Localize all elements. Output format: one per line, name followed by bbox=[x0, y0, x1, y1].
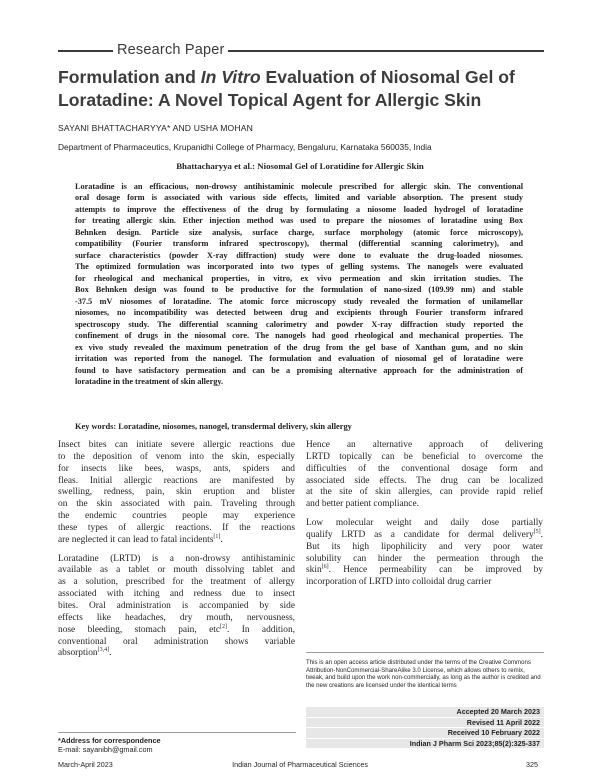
citation-ref: [5] bbox=[533, 528, 541, 535]
keywords: Key words: Loratadine, niosomes, nanogel, transdermal delivery, skin allergy bbox=[75, 422, 352, 431]
citation-ref: [1] bbox=[213, 533, 221, 540]
abstract-line: confinement of drugs in the niosomal core. The nanogels had good rheological and mechanical properties. The bbox=[75, 331, 523, 341]
running-title: Bhattacharyya et al.: Niosomal Gel of Loratidine for Allergic Skin bbox=[176, 161, 424, 171]
header-rule-right bbox=[228, 50, 544, 52]
abstract-line: The optimized formulation was incorporated into two types of gelling systems. The nanogels were evaluated bbox=[75, 262, 523, 272]
footer-journal: Indian Journal of Pharmaceutical Sciences bbox=[232, 760, 368, 769]
abstract-line: loratadine in the treatment of skin allergy. bbox=[75, 376, 224, 386]
footer-issue: March-April 2023 bbox=[58, 760, 113, 769]
abstract-line: ex vivo study revealed the maximum penetration of the drug from the gel base of Xanthan gum, and no skin bbox=[75, 342, 523, 352]
abstract-line: compatibility (Fourier transform infrared spectroscopy), thermal (differential scanning calorimetry), and bbox=[75, 239, 523, 249]
citation-ref: [6] bbox=[321, 564, 329, 571]
header-rule-left bbox=[58, 50, 113, 52]
abstract-line: niosomes, no incompatibility was detected between drug and excipients through Fourier transform infrared bbox=[75, 308, 523, 318]
title-italic: In Vitro bbox=[200, 67, 261, 87]
dates-box bbox=[306, 707, 544, 749]
abstract bbox=[75, 181, 523, 387]
article-title: Formulation and In Vitro Evaluation of Niosomal Gel of Loratadine: A Novel Topical Agent for Allergic Skin bbox=[58, 67, 515, 110]
citation: Indian J Pharm Sci 2023;85(2):325-337 bbox=[306, 739, 544, 750]
abstract-line: irritation was reported from the nanogel. The formulation and evaluation of niosomal gel of loratadine were bbox=[75, 354, 523, 364]
accepted-date: Accepted 20 March 2023 bbox=[306, 707, 544, 718]
affiliation: Department of Pharmaceutics, Krupanidhi College of Pharmacy, Bengaluru, Karnataka 560035, India bbox=[58, 142, 432, 152]
abstract-line: oral dosage form is associated with various side effects, limited and variable absorption. The present study bbox=[75, 193, 523, 203]
paragraph: Loratadine (LRTD) is a non-drowsy antihistaminic available as a tablet or mouth dissolving tablet and as a solution, prescribed for the treatment of allergy associated with itching and redness due to insect bites. Oral administration is accompanied by side effects like headaches, dry mouth, nervousness, nose bleeding, stomach pain, etc[2]. In addition, conventional oral administration shows variable absorption[3,4]. bbox=[58, 553, 295, 659]
page-number: 325 bbox=[526, 760, 538, 769]
abstract-line: found to have satisfactory permeation and can be a promising alternative approach for the administration of bbox=[75, 365, 523, 375]
abstract-line: Box Behnken design was found to be productive for the formulation of nano-sized (109.99 nm) and stable bbox=[75, 285, 523, 295]
correspondence-label: *Address for correspondence bbox=[58, 736, 161, 745]
body-column-right bbox=[306, 440, 543, 596]
license-notice: This is an open access article distributed under the terms of the Creative Commons Attribution-NonCommercial-ShareAlike 3.0 License, which allows others to remix, tweak, and build upon the work non-commercially, as long as the author is credited and the new creations are licensed under the identical terms bbox=[306, 652, 544, 689]
citation-ref: [2] bbox=[220, 623, 227, 630]
body-column-left bbox=[58, 440, 295, 667]
abstract-line: spectroscopy study. The differential scanning calorimetry and powder X-ray diffraction study reported the bbox=[75, 319, 523, 329]
abstract-line: for rheological and mechanical properties, in vitro, ex vivo permeation and skin irritation studies. The bbox=[75, 273, 523, 283]
correspondence bbox=[58, 732, 296, 754]
correspondence-email: E-mail: sayanibh@gmail.com bbox=[58, 745, 153, 754]
paragraph: Insect bites can initiate severe allergic reactions due to the deposition of venom into the skin, especially for insects like bees, wasps, ants, spiders and fleas. Initial allergic reactions are manifested by swelling, redness, pain, skin eruption and blister on the skin associated with pain. Traveling through the endemic countries people may experience these types of allergic reactions. If the reactions are neglected it can lead to fatal incidents[1]. bbox=[58, 440, 295, 545]
abstract-line: -37.5 mV niosomes of loratadine. The atomic force microscopy study revealed the formation of unilamellar bbox=[75, 296, 523, 306]
abstract-line: surface characteristics (powder X-ray diffraction) study were done to evaluate the drug-loaded niosomes. bbox=[75, 250, 523, 260]
received-date: Received 10 February 2022 bbox=[306, 728, 544, 739]
paragraph: Hence an alternative approach of delivering LRTD topically can be beneficial to overcome the difficulties of the conventional dosage form and associated side effects. The drug can be localized at the site of skin allergies, can provide rapid relief and better patient compliance. bbox=[306, 440, 543, 510]
abstract-line: Behnken design. Particle size analysis, surface charge, surface morphology (atomic force microscopy), bbox=[75, 227, 523, 237]
revised-date: Revised 11 April 2022 bbox=[306, 718, 544, 729]
abstract-line: Loratadine is an efficacious, non-drowsy antihistaminic molecule prescribed for allergic skin. The conventional bbox=[75, 182, 523, 191]
abstract-line: attempts to improve the effectiveness of the drug by formulating a niosome loaded hydrogel of loratadine bbox=[75, 204, 523, 214]
section-label: Research Paper bbox=[117, 42, 225, 58]
abstract-line: for treating allergic skin. Ether injection method was used to prepare the niosomes of loratadine using Box bbox=[75, 216, 523, 226]
citation-ref: [3,4] bbox=[97, 647, 110, 654]
paragraph: Low molecular weight and daily dose partially qualify LRTD as a candidate for dermal delivery[5]. But its high lipophilicity and very poor water solubility can hinder the permeation through the skin[6]. Hence permeability can be improved by incorporation of LRTD into colloidal drug carrier bbox=[306, 518, 543, 588]
authors: SAYANI BHATTACHARYYA* AND USHA MOHAN bbox=[58, 123, 253, 133]
